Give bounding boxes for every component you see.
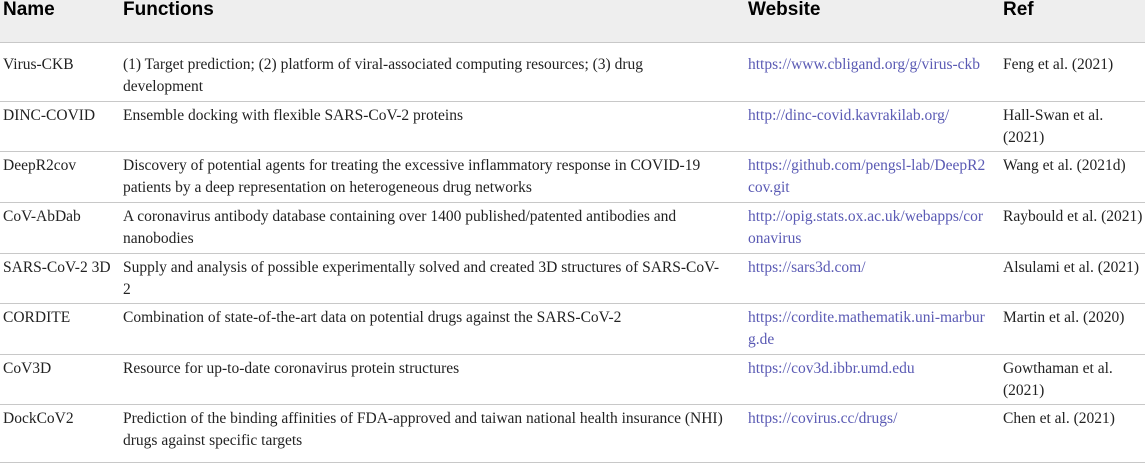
cell-ref: Alsulami et al. (2021) [1003,259,1140,276]
table-header [0,0,1145,42]
website-link[interactable]: https://covirus.cc/drugs/ [748,410,898,427]
cell-ref: Wang et al. (2021d) [1003,157,1126,174]
website-link[interactable]: https://sars3d.com/ [748,259,866,276]
cell-functions: A coronavirus antibody database containing over 1400 published/patented antibodies and nanobodies [123,208,677,247]
cell-name: DeepR2cov [3,157,77,174]
website-link[interactable]: http://opig.stats.ox.ac.uk/webapps/coronavirus [748,208,984,247]
website-link[interactable]: https://github.com/pengsl-lab/DeepR2cov.git [748,157,986,196]
header-name: Name [3,0,55,20]
cell-ref: Martin et al. (2020) [1003,309,1125,326]
cell-name: CORDITE [3,309,71,326]
cell-name: Virus-CKB [3,56,74,73]
divider [0,404,1145,405]
website-link[interactable]: https://www.cbligand.org/g/virus-ckb [748,56,981,73]
header-functions: Functions [123,0,214,20]
cell-functions: Discovery of potential agents for treating the excessive inflammatory response in COVID-19 patients by a deep representation on heterogeneous drug networks [123,157,701,196]
cell-ref: Feng et al. (2021) [1003,56,1114,73]
cell-functions: Supply and analysis of possible experimentally solved and created 3D structures of SARS-CoV-2 [123,259,720,298]
divider [0,303,1145,304]
website-link[interactable]: http://dinc-covid.kavrakilab.org/ [748,107,950,124]
cell-functions: Ensemble docking with flexible SARS-CoV-2 proteins [123,107,463,124]
divider [0,151,1145,152]
divider [0,462,1145,463]
website-link[interactable]: https://cordite.mathematik.uni-marburg.de [748,309,985,348]
website-link[interactable]: https://cov3d.ibbr.umd.edu [748,360,915,377]
cell-name: CoV-AbDab [3,208,81,225]
cell-ref: Hall-Swan et al. (2021) [1003,107,1104,146]
cell-name: DINC-COVID [3,107,96,124]
cell-functions: Resource for up-to-date coronavirus protein structures [123,360,460,377]
cell-functions: (1) Target prediction; (2) platform of viral-associated computing resources; (3) drug development [123,56,644,95]
divider [0,42,1145,43]
cell-name: DockCoV2 [3,410,74,427]
cell-ref: Raybould et al. (2021) [1003,208,1143,225]
divider [0,202,1145,203]
cell-name: SARS-CoV-2 3D [3,259,111,276]
cell-ref: Chen et al. (2021) [1003,410,1115,427]
header-website: Website [748,0,821,20]
cell-functions: Combination of state-of-the-art data on potential drugs against the SARS-CoV-2 [123,309,622,326]
cell-functions: Prediction of the binding affinities of FDA-approved and taiwan national health insurance (NHI) drugs against specific targets [123,410,723,449]
divider [0,253,1145,254]
cell-ref: Gowthaman et al. (2021) [1003,360,1113,399]
cell-name: CoV3D [3,360,52,377]
header-ref: Ref [1003,0,1034,20]
divider [0,354,1145,355]
divider [0,101,1145,102]
